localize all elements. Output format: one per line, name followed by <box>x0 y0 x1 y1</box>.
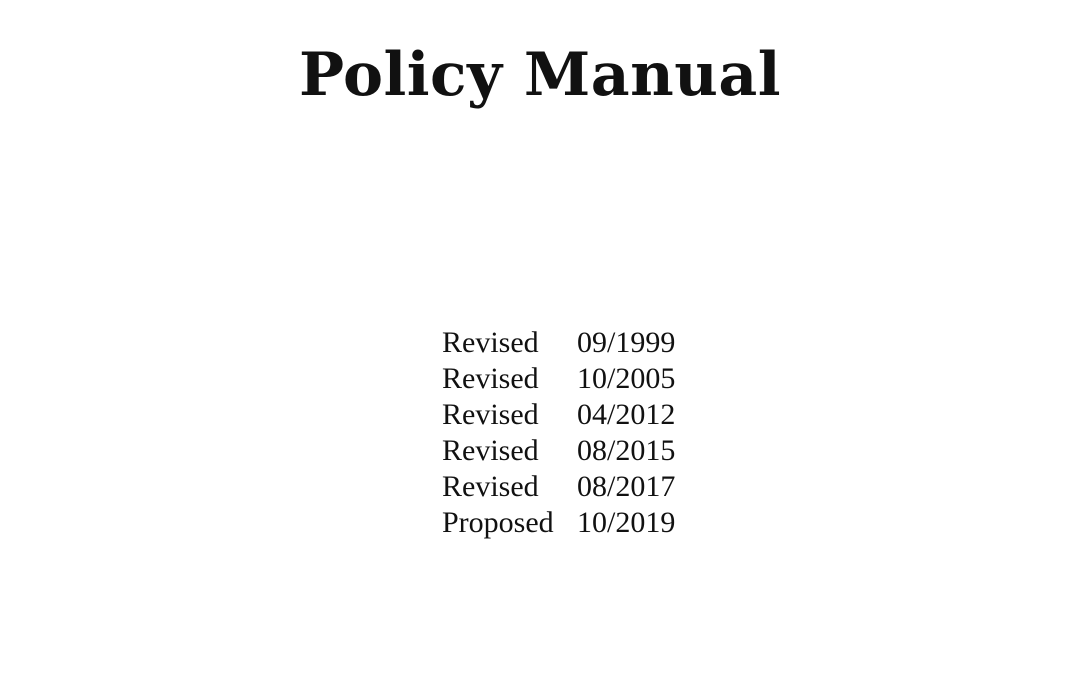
revision-label: Revised <box>442 326 539 359</box>
revision-history-list <box>442 325 675 541</box>
revision-label: Revised <box>442 362 539 395</box>
revision-date: 10/2005 <box>577 362 676 395</box>
list-item <box>442 505 675 541</box>
list-item <box>442 325 675 361</box>
page-title: Policy Manual <box>298 40 782 110</box>
revision-label: Revised <box>442 470 539 503</box>
revision-date: 08/2017 <box>577 470 676 503</box>
revision-label: Revised <box>442 434 539 467</box>
revision-date: 08/2015 <box>577 434 676 467</box>
revision-date: 10/2019 <box>577 506 676 539</box>
list-item <box>442 397 675 433</box>
revision-label: Revised <box>442 398 539 431</box>
list-item <box>442 433 675 469</box>
list-item <box>442 361 675 397</box>
revision-label: Proposed <box>442 506 554 539</box>
revision-date: 04/2012 <box>577 398 676 431</box>
revision-date: 09/1999 <box>577 326 676 359</box>
list-item <box>442 469 675 505</box>
